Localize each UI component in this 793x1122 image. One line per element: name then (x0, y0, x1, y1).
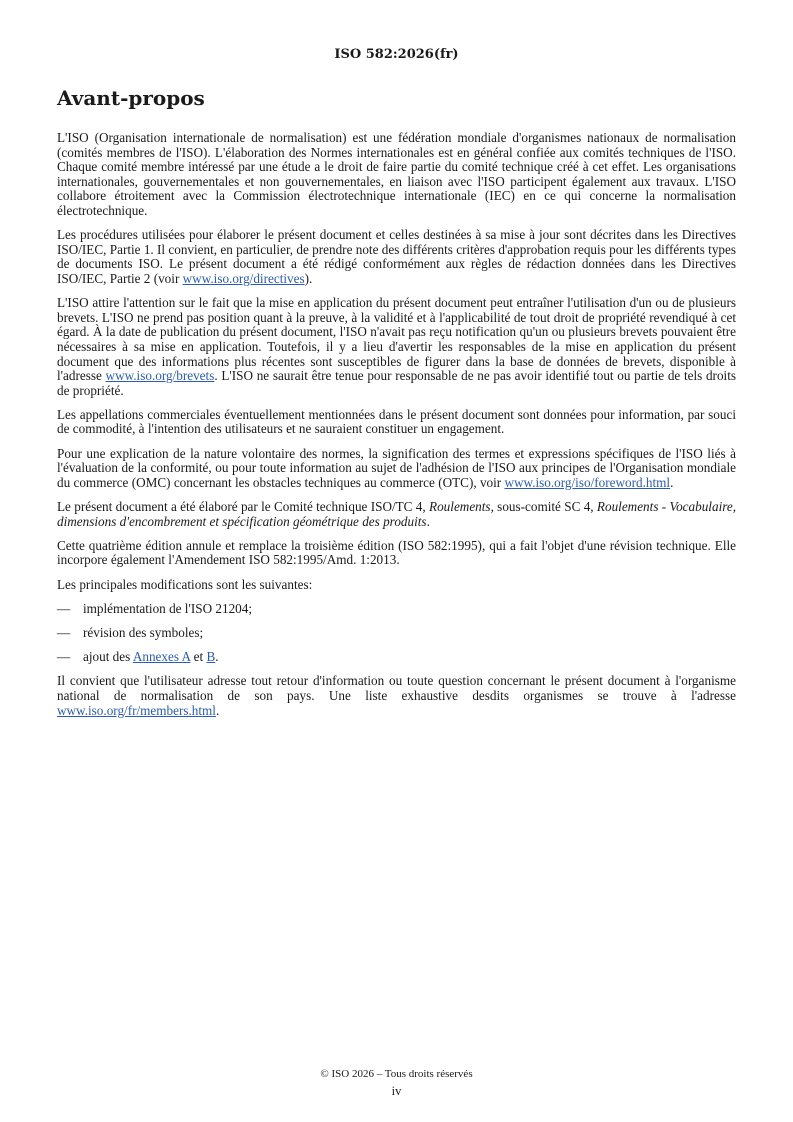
page-number: iv (391, 1084, 402, 1098)
link-brevets[interactable]: www.iso.org/brevets (105, 368, 215, 384)
dash-bullet: — (57, 624, 71, 640)
paragraph-directives: Les procédures utilisées pour élaborer le présent document et celles destinées à sa mise à jour sont décrites dans les Directives ISO/IEC, Partie 1. Il convient, en particulier, de prendre note des différents critères d'approbation requis pour les différents types de documents ISO. Le présent document a été rédigé conformément aux règles de rédaction données dans les Directives ISO/IEC, Partie 2 (voir www.iso.org/directives). (57, 227, 736, 286)
dash-bullet: — (57, 600, 71, 616)
paragraph-feedback: Il convient que l'utilisateur adresse tout retour d'information ou toute question concernant le présent document à l'organisme national de normalisation de son pays. Une liste exhaustive desdits organismes se trouve à l'adresse www.iso.org/fr/members.html. (57, 673, 736, 718)
committee-name: Roulements (429, 499, 491, 515)
copyright-notice: © ISO 2026 – Tous droits réservés (320, 1068, 473, 1080)
list-item-text: révision des symboles; (83, 624, 204, 640)
paragraph-edition: Cette quatrième édition annule et remplace la troisième édition (ISO 582:1995), qui a fait l'objet d'une révision technique. Elle incorpore également l'Amendement ISO 582:1995/Amd. 1:2013. (57, 537, 736, 568)
link-directives[interactable]: www.iso.org/directives (182, 270, 305, 286)
paragraph-trade-names: Les appellations commerciales éventuellement mentionnées dans le présent document sont données pour information, par souci de commodité, à l'intention des utilisateurs et ne sauraient constituer un engagement. (57, 406, 736, 437)
link-foreword[interactable]: www.iso.org/iso/foreword.html (504, 474, 671, 490)
paragraph-iso-intro: L'ISO (Organisation internationale de normalisation) est une fédération mondiale d'organismes nationaux de normalisation (comités membres de l'ISO). L'élaboration des Normes internationales est en général confiée aux comités techniques de l'ISO. Chaque comité membre intéressé par une étude a le droit de faire partie du comité technique créé à cet effet. Les organisations internationales, gouvernementales et non gouvernementales, en liaison avec l'ISO participent également aux travaux. L'ISO collabore étroitement avec la Commission électrotechnique internationale (IEC) en ce qui concerne la normalisation électrotechnique. (57, 130, 736, 218)
list-item-text: ajout des Annexes A et B. (83, 649, 219, 665)
page-footer (0, 1067, 793, 1098)
paragraph-patents: L'ISO attire l'attention sur le fait que la mise en application du présent document peut entraîner l'utilisation d'un ou de plusieurs brevets. L'ISO ne prend pas position quant à la preuve, à la validité et à l'applicabilité de tout droit de propriété revendiqué à cet égard. À la date de publication du présent document, l'ISO n'avait pas reçu notification qu'un ou plusieurs brevets pouvaient être nécessaires à sa mise en application. Toutefois, il y a lieu d'avertir les responsables de la mise en application du présent document que des informations plus récentes sont susceptibles de figurer dans la base de données de brevets, disponible à l'adresse www.iso.org/brevets. L'ISO ne saurait être tenue pour responsable de ne pas avoir identifié tout ou partie de tels droits de propriété. (57, 295, 736, 398)
list-item (57, 602, 736, 617)
page-title: Avant-propos (57, 86, 205, 110)
document-header: ISO 582:2026(fr) (334, 47, 459, 62)
list-item-text: implémentation de l'ISO 21204; (83, 600, 253, 616)
list-item (57, 650, 736, 665)
paragraph-changes-intro: Les principales modifications sont les suivantes: (57, 576, 313, 592)
list-item (57, 626, 736, 641)
link-annex-a[interactable]: Annexes A (132, 649, 191, 665)
subcommittee-name: Roulements - Vocabulaire, dimensions d'encombrement et spécification géométrique des produits (57, 499, 737, 529)
link-annex-b[interactable]: B (206, 649, 216, 665)
dash-bullet: — (57, 649, 71, 665)
paragraph-voluntary-nature: Pour une explication de la nature volontaire des normes, la signification des termes et expressions spécifiques de l'ISO liés à l'évaluation de la conformité, ou pour toute information au sujet de l'adhésion de l'ISO aux principes de l'Organisation mondiale du commerce (OMC) concernant les obstacles techniques au commerce (OTC), voir www.iso.org/iso/foreword.html. (57, 445, 736, 490)
paragraph-committee: Le présent document a été élaboré par le Comité technique ISO/TC 4, Roulements, sous-comité SC 4, Roulements - Vocabulaire, dimensions d'encombrement et spécification géométrique des produits. (57, 499, 737, 529)
link-members[interactable]: www.iso.org/fr/members.html (57, 702, 216, 718)
foreword-body (57, 131, 736, 728)
